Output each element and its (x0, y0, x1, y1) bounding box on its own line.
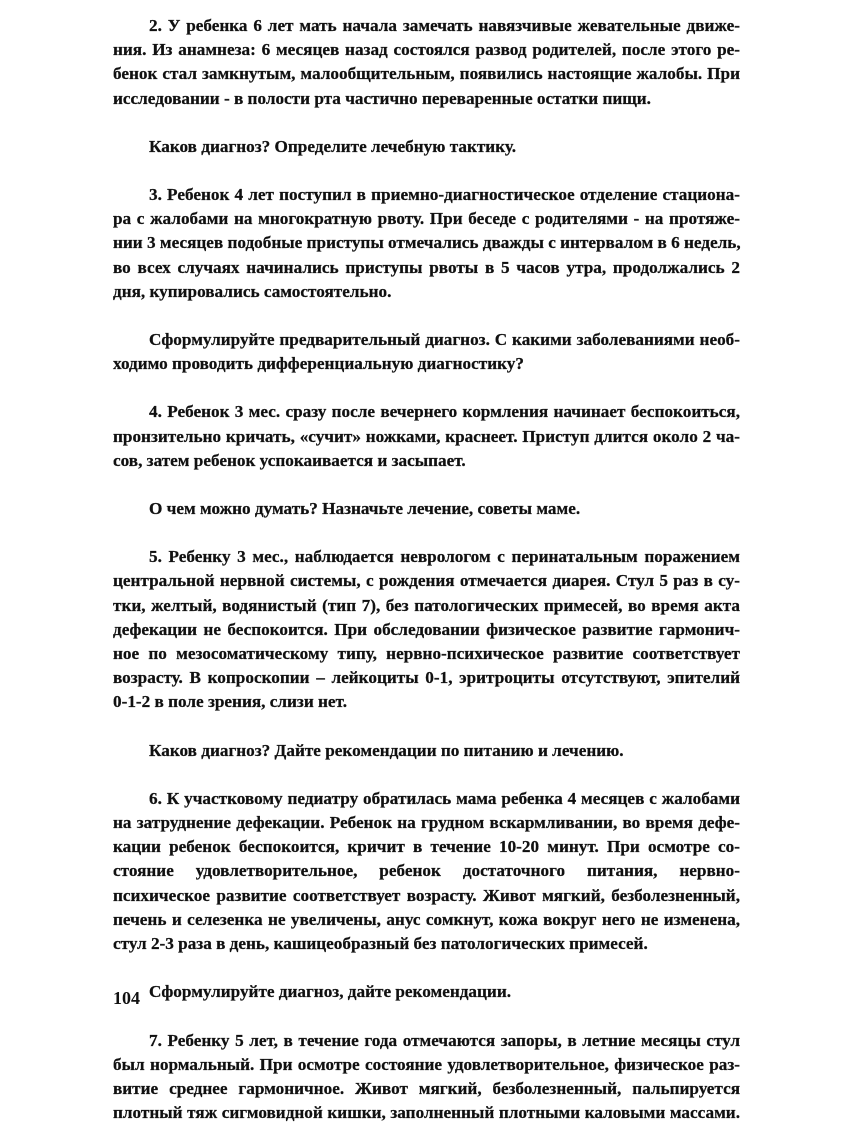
text-line: нии 3 месяцев подобные приступы отмечались дважды с интервалом в 6 недель, (113, 231, 740, 255)
text-line: Сформулируйте предварительный диагноз. С какими заболеваниями необ- (113, 328, 740, 352)
case-paragraph (113, 1029, 740, 1125)
paragraph-spacer (113, 1005, 740, 1029)
text-line: 3. Ребенок 4 лет поступил в приемно-диагностическое отделение стациона- (113, 183, 740, 207)
case-paragraph (113, 787, 740, 956)
text-line: возрасту. В копроскопии – лейкоциты 0-1, эритроциты отсутствуют, эпителий (113, 666, 740, 690)
text-line: О чем можно думать? Назначьте лечение, советы маме. (113, 497, 740, 521)
text-line: дефекации не беспокоится. При обследовании физическое развитие гармонич- (113, 618, 740, 642)
text-line: 7. Ребенку 5 лет, в течение года отмечаются запоры, в летние месяцы стул (113, 1029, 740, 1053)
text-line: стул 2-3 раза в день, кашицеобразный без патологических примесей. (113, 932, 740, 956)
question-paragraph (113, 497, 740, 521)
text-line: бенок стал замкнутым, малообщительным, появились настоящие жалобы. При (113, 62, 740, 86)
text-line: 5. Ребенку 3 мес., наблюдается неврологом с перинатальным поражением (113, 545, 740, 569)
text-line: центральной нервной системы, с рождения отмечается диарея. Стул 5 раз в су- (113, 569, 740, 593)
question-paragraph (113, 135, 740, 159)
case-paragraph (113, 400, 740, 473)
question-paragraph (113, 739, 740, 763)
text-line: ное по мезосоматическому типу, нервно-психическое развитие соответствует (113, 642, 740, 666)
case-paragraph (113, 14, 740, 111)
paragraph-spacer (113, 473, 740, 497)
case-paragraph (113, 545, 740, 714)
text-line: стояние удовлетворительное, ребенок достаточного питания, нервно- (113, 859, 740, 883)
text-line: Каков диагноз? Определите лечебную тактику. (113, 135, 740, 159)
question-paragraph (113, 328, 740, 376)
text-line: 6. К участковому педиатру обратилась мама ребенка 4 месяцев с жалобами (113, 787, 740, 811)
text-line: психическое развитие соответствует возрасту. Живот мягкий, безболезненный, (113, 884, 740, 908)
page-number: 104 (113, 988, 140, 1009)
text-line: на затруднение дефекации. Ребенок на грудном вскармливании, во время дефе- (113, 811, 740, 835)
text-line: пронзительно кричать, «сучит» ножками, краснеет. Приступ длится около 2 ча- (113, 425, 740, 449)
text-line: 0-1-2 в поле зрения, слизи нет. (113, 690, 740, 714)
text-line: ния. Из анамнеза: 6 месяцев назад состоялся развод родителей, после этого ре- (113, 38, 740, 62)
text-line: исследовании - в полости рта частично переваренные остатки пищи. (113, 87, 740, 111)
paragraph-spacer (113, 111, 740, 135)
paragraph-spacer (113, 763, 740, 787)
text-line: был нормальный. При осмотре состояние удовлетворительное, физическое раз- (113, 1053, 740, 1077)
text-line: Каков диагноз? Дайте рекомендации по питанию и лечению. (113, 739, 740, 763)
text-line: сов, затем ребенок успокаивается и засыпает. (113, 449, 740, 473)
paragraph-spacer (113, 159, 740, 183)
text-line: кации ребенок беспокоится, кричит в течение 10-20 минут. При осмотре со- (113, 835, 740, 859)
question-paragraph (113, 980, 740, 1004)
text-line: плотный тяж сигмовидной кишки, заполненный плотными каловыми массами. (113, 1101, 740, 1125)
text-line: ходимо проводить дифференциальную диагностику? (113, 352, 740, 376)
text-line: печень и селезенка не увеличены, анус сомкнут, кожа вокруг него не изменена, (113, 908, 740, 932)
text-line: ра с жалобами на многократную рвоту. При беседе с родителями - на протяже- (113, 207, 740, 231)
text-line: витие среднее гармоничное. Живот мягкий, безболезненный, пальпируется (113, 1077, 740, 1101)
paragraph-spacer (113, 304, 740, 328)
text-line: Сформулируйте диагноз, дайте рекомендации. (113, 980, 740, 1004)
paragraph-spacer (113, 715, 740, 739)
text-line: 4. Ребенок 3 мес. сразу после вечернего кормления начинает беспокоиться, (113, 400, 740, 424)
text-line: во всех случаях начинались приступы рвоты в 5 часов утра, продолжались 2 (113, 256, 740, 280)
text-line: дня, купировались самостоятельно. (113, 280, 740, 304)
case-paragraph (113, 183, 740, 304)
paragraph-spacer (113, 376, 740, 400)
paragraph-spacer (113, 521, 740, 545)
document-page (113, 14, 740, 1125)
text-line: 2. У ребенка 6 лет мать начала замечать навязчивые жевательные движе- (113, 14, 740, 38)
paragraph-spacer (113, 956, 740, 980)
text-line: тки, желтый, водянистый (тип 7), без патологических примесей, во время акта (113, 594, 740, 618)
